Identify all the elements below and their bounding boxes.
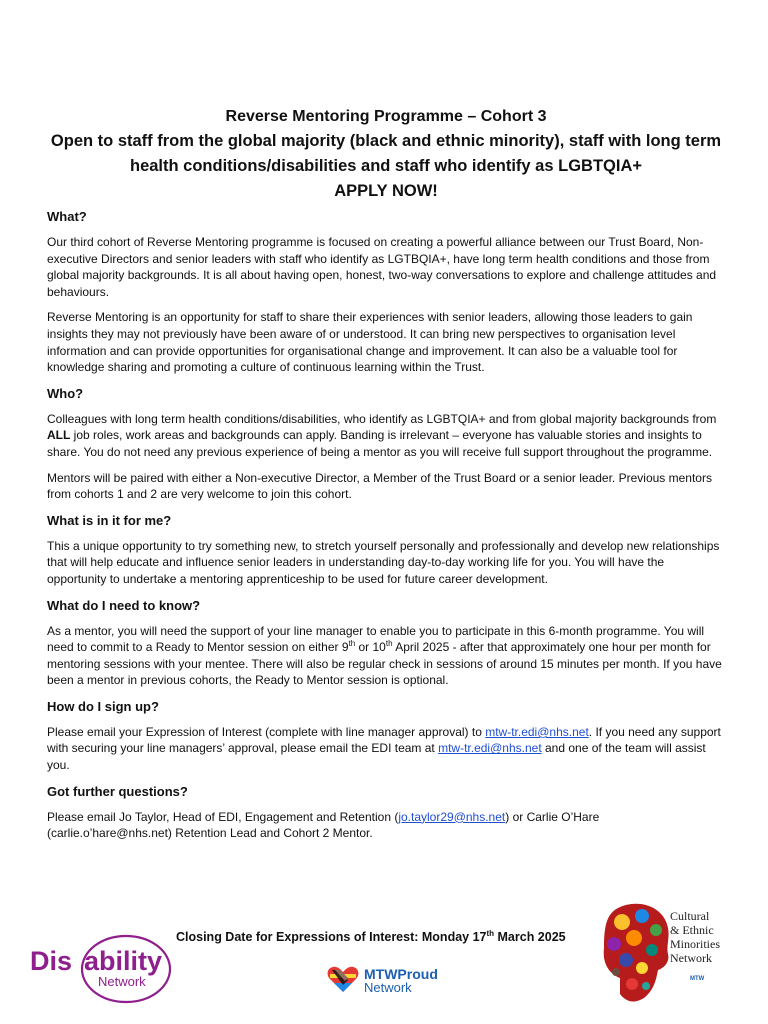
cemn-logo-badge: MTW: [690, 976, 705, 982]
cemn-logo-line-1: Cultural: [670, 909, 710, 923]
document-body: [47, 104, 725, 842]
heading-questions: Got further questions?: [47, 783, 188, 799]
who-paragraph-1: Colleagues with long term health conditions/disabilities, who identify as LGBTQIA+ and from global majority backgrounds from ALL job roles, work areas and backgrounds can apply. Banding is irrelevant – everyone has valuable stories and insights to share. You do not need any previous experience of being a mentor as you will receive full support throughout the programme.: [47, 411, 717, 459]
sign-up-paragraph: Please email your Expression of Interest (complete with line manager approval) to mtw-tr.edi@nhs.net. If you need any support with securing your line managers’ approval, please email the EDI team at mtw-tr.edi@nhs.net and one of the team will assist you.: [47, 724, 721, 773]
title-line-1: Reverse Mentoring Programme – Cohort 3: [225, 108, 547, 125]
cultural-ethnic-minorities-network-logo: [598, 898, 748, 1008]
heading-what: What?: [47, 209, 87, 224]
jo-taylor-email-link[interactable]: jo.taylor29@nhs.net: [398, 809, 506, 824]
mosaic-head-icon: [604, 904, 669, 1002]
heading-need-to-know: What do I need to know?: [47, 597, 201, 613]
heading-who: Who?: [47, 385, 84, 401]
edi-email-link-1[interactable]: mtw-tr.edi@nhs.net: [485, 724, 589, 739]
who-paragraph-2: Mentors will be paired with either a Non-executive Director, a Member of the Trust Board or a senior leader. Previous mentors from cohorts 1 and 2 are very welcome to join this cohort.: [47, 470, 712, 502]
cemn-logo-line-4: Network: [670, 951, 712, 965]
proud-logo-network: Network: [364, 980, 412, 995]
heading-for-me: What is in it for me?: [47, 512, 172, 528]
disability-network-logo: [28, 930, 178, 1010]
title-line-3: APPLY NOW!: [334, 182, 438, 200]
heading-sign-up: How do I sign up?: [47, 698, 159, 714]
questions-paragraph: Please email Jo Taylor, Head of EDI, Engagement and Retention (jo.taylor29@nhs.net) or Carlie O’Hare (carlie.o’hare@nhs.net) Retention Lead and Cohort 2 Mentor.: [47, 809, 600, 841]
for-me-paragraph: This a unique opportunity to try something new, to stretch yourself personally and professionally and develop new relationships that will help educate and influence senior leaders in understanding day-to-day working life for you. You will have the opportunity to undertake a mentoring apprenticeship to be used for future career development.: [47, 538, 720, 586]
page-title: [47, 104, 725, 204]
what-paragraph-1: Our third cohort of Reverse Mentoring programme is focused on creating a powerful alliance between our Trust Board, Non-executive Directors and senior leaders with staff who identify as LGTBQIA+, have long term health conditions and those from global majority backgrounds. It is all about having open, honest, two-way conversations to explore and challenge attitudes and behaviours.: [47, 235, 717, 299]
proud-logo-name: MTWProud: [364, 966, 438, 982]
disability-logo-dis: Dis: [30, 946, 73, 976]
emphasis-all: ALL: [47, 428, 71, 443]
cemn-logo-line-3: Minorities: [670, 937, 720, 951]
pride-heart-icon: [328, 967, 359, 992]
disability-logo-ability: ability: [84, 946, 163, 976]
closing-date: Closing Date for Expressions of Interest: Monday 17th March 2025: [176, 928, 566, 944]
mtw-proud-network-logo: [326, 962, 456, 996]
edi-email-link-2[interactable]: mtw-tr.edi@nhs.net: [438, 741, 542, 756]
title-line-2: Open to staff from the global majority (black and ethnic minority), staff with long term health conditions/disabilities and staff who identify as LGBTQIA+: [50, 132, 722, 175]
what-paragraph-2: Reverse Mentoring is an opportunity for staff to share their experiences with senior leaders, allowing those leaders to gain insights they may not previously have been aware of or understood. It can bring new perspectives to organisation level information and can provide opportunities for organisational change and improvement. It can also be a valuable tool for knowledge sharing and promoting a culture of continuous learning within the Trust.: [47, 310, 693, 375]
need-to-know-paragraph: As a mentor, you will need the support of your line manager to enable you to participate in this 6-month programme. You will need to commit to a Ready to Mentor session on either 9th or 10th April 2025 - after that approximately one hour per month for mentoring sessions with your mentee. There will also be regular check in sessions of around 15 minutes per month. If you have been a mentor in previous cohorts, the Ready to Mentor session is optional.: [47, 623, 722, 688]
cemn-logo-line-2: & Ethnic: [670, 923, 714, 937]
disability-logo-network: Network: [98, 974, 146, 989]
